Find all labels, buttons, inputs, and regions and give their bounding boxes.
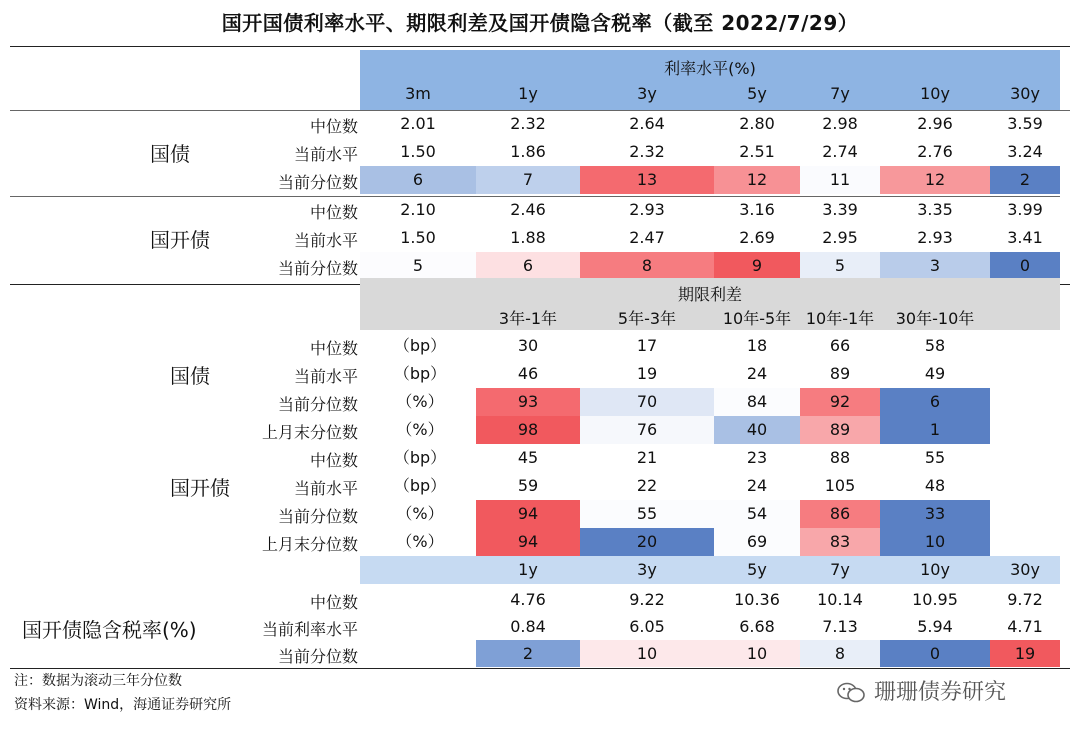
table-cell: 22 — [636, 476, 658, 495]
table-cell: 2.46 — [510, 200, 546, 219]
table-cell: 17 — [636, 336, 658, 355]
table-cell: 2.74 — [822, 142, 858, 161]
col-header-tax: 7y — [830, 560, 850, 579]
watermark — [836, 675, 1006, 706]
row-label: 中位数 — [309, 203, 358, 222]
row-label: 中位数 — [309, 593, 358, 612]
row-label: 中位数 — [309, 339, 358, 358]
wechat-icon — [836, 681, 866, 705]
row-label: 中位数 — [309, 451, 358, 470]
table-cell: 2.96 — [917, 114, 953, 133]
row-label: 当前水平 — [293, 479, 358, 498]
table-cell: 2 — [476, 640, 580, 667]
table-cell: 94 — [476, 500, 580, 528]
table-cell: 5 — [360, 252, 476, 280]
table-cell: 54 — [714, 500, 800, 528]
table-cell: 49 — [924, 364, 946, 383]
col-header-7y: 7y — [830, 84, 850, 103]
row-label: 当前分位数 — [277, 647, 358, 666]
unit-label: （bp） — [393, 476, 447, 495]
row-label: 当前水平 — [293, 145, 358, 164]
table-cell: 2.10 — [400, 200, 436, 219]
table-cell: 6.05 — [629, 617, 665, 636]
table-cell: 3.16 — [739, 200, 775, 219]
table-cell: 2.32 — [510, 114, 546, 133]
table-cell: 8 — [800, 640, 880, 667]
col-header-1y: 1y — [518, 84, 538, 103]
table-cell: 19 — [990, 640, 1060, 667]
table-cell: 24 — [746, 364, 768, 383]
table-cell: 8 — [580, 252, 714, 280]
table-cell: 2.95 — [822, 228, 858, 247]
table-cell: 3.99 — [1007, 200, 1043, 219]
table-cell: 6 — [476, 252, 580, 280]
table-cell: 98 — [476, 416, 580, 444]
table-cell: 55 — [924, 448, 946, 467]
header-spreads: 期限利差 — [677, 285, 742, 304]
table-cell: 12 — [714, 166, 800, 194]
table-cell: 83 — [800, 528, 880, 556]
table-cell: 2.69 — [739, 228, 775, 247]
table-cell: 70 — [580, 388, 714, 416]
unit-label: （%） — [396, 504, 444, 523]
table-cell: 88 — [829, 448, 851, 467]
col-header-30y: 30y — [1010, 84, 1040, 103]
table-cell: 58 — [924, 336, 946, 355]
table-cell: 2.32 — [629, 142, 665, 161]
table-cell: 13 — [580, 166, 714, 194]
table-cell: 30 — [517, 336, 539, 355]
col-header-spread: 30年-10年 — [895, 309, 975, 328]
table-cell: 1.50 — [400, 142, 436, 161]
col-header-5y: 5y — [747, 84, 767, 103]
table-cell: 2.01 — [400, 114, 436, 133]
row-label: 当前分位数 — [277, 507, 358, 526]
table-cell: 23 — [746, 448, 768, 467]
table-cell: 19 — [636, 364, 658, 383]
unit-label: （%） — [396, 392, 444, 411]
col-header-10y: 10y — [920, 84, 950, 103]
table-cell: 2.51 — [739, 142, 775, 161]
table-cell: 2.64 — [629, 114, 665, 133]
table-cell: 9.72 — [1007, 590, 1043, 609]
table-cell: 3.59 — [1007, 114, 1043, 133]
row-label: 当前水平 — [293, 367, 358, 386]
unit-label: （%） — [396, 532, 444, 551]
col-header-tax: 1y — [518, 560, 538, 579]
table-cell: 86 — [800, 500, 880, 528]
note-line: 注：数据为滚动三年分位数 — [14, 673, 182, 689]
table-cell: 93 — [476, 388, 580, 416]
table-cell: 11 — [800, 166, 880, 194]
col-header-tax: 3y — [637, 560, 657, 579]
group-label: 国开债 — [150, 228, 210, 252]
table-cell: 94 — [476, 528, 580, 556]
table-cell: 84 — [714, 388, 800, 416]
table-cell: 2.47 — [629, 228, 665, 247]
unit-label: （%） — [396, 420, 444, 439]
group-label: 国开债 — [170, 476, 230, 500]
table-cell: 2.93 — [917, 228, 953, 247]
page-title: 国开国债利率水平、期限利差及国开债隐含税率（截至 2022/7/29） — [221, 11, 859, 35]
table-cell: 3.24 — [1007, 142, 1043, 161]
table-cell: 2.98 — [822, 114, 858, 133]
table-cell: 10.14 — [817, 590, 863, 609]
table-cell: 2.76 — [917, 142, 953, 161]
table-cell: 20 — [580, 528, 714, 556]
row-label: 当前分位数 — [277, 259, 358, 278]
col-header-3m: 3m — [405, 84, 431, 103]
col-header-spread: 3年-1年 — [498, 309, 558, 328]
unit-label: （bp） — [393, 336, 447, 355]
table-cell: 10 — [580, 640, 714, 667]
unit-label: （bp） — [393, 448, 447, 467]
table-cell: 9.22 — [629, 590, 665, 609]
table-cell: 2.80 — [739, 114, 775, 133]
col-header-tax: 30y — [1010, 560, 1040, 579]
col-header-tax: 10y — [920, 560, 950, 579]
watermark-text: 珊珊债券研究 — [874, 680, 1007, 705]
rule-bottom — [10, 668, 1070, 669]
table-cell: 0 — [990, 252, 1060, 280]
unit-label: （bp） — [393, 364, 447, 383]
row-label: 当前分位数 — [277, 395, 358, 414]
table-cell: 55 — [580, 500, 714, 528]
table-cell: 18 — [746, 336, 768, 355]
table-cell: 69 — [714, 528, 800, 556]
col-header-spread: 5年-3年 — [617, 309, 677, 328]
table-cell: 10 — [880, 528, 990, 556]
table-cell: 1.50 — [400, 228, 436, 247]
table-cell: 3.41 — [1007, 228, 1043, 247]
header-rates: 利率水平(%) — [664, 59, 756, 78]
table-cell: 10.36 — [734, 590, 780, 609]
col-header-spread: 10年-1年 — [805, 309, 875, 328]
table-cell: 7 — [476, 166, 580, 194]
table-cell: 2.93 — [629, 200, 665, 219]
group-label: 国债 — [150, 142, 190, 166]
table-cell: 76 — [580, 416, 714, 444]
table-cell: 2 — [990, 166, 1060, 194]
table-cell: 24 — [746, 476, 768, 495]
table-cell: 3 — [880, 252, 990, 280]
row-label: 当前利率水平 — [261, 620, 358, 639]
table-cell: 0 — [880, 640, 990, 667]
table-cell: 89 — [829, 364, 851, 383]
table-cell: 6 — [360, 166, 476, 194]
row-label: 当前水平 — [293, 231, 358, 250]
table-cell: 4.76 — [510, 590, 546, 609]
row-label: 上月末分位数 — [261, 535, 358, 554]
table-cell: 21 — [636, 448, 658, 467]
table-cell: 105 — [824, 476, 856, 495]
table-cell: 5 — [800, 252, 880, 280]
table-cell: 45 — [517, 448, 539, 467]
row-label: 中位数 — [309, 117, 358, 136]
table-cell: 9 — [714, 252, 800, 280]
source-line: 资料来源：Wind，海通证券研究所 — [14, 697, 232, 713]
col-header-3y: 3y — [637, 84, 657, 103]
col-header-tax: 5y — [747, 560, 767, 579]
table-cell: 12 — [880, 166, 990, 194]
table-cell: 3.39 — [822, 200, 858, 219]
table-cell: 40 — [714, 416, 800, 444]
row-label: 当前分位数 — [277, 173, 358, 192]
table-cell: 0.84 — [510, 617, 546, 636]
table-cell: 6 — [880, 388, 990, 416]
table-cell: 46 — [517, 364, 539, 383]
group-label: 国开债隐含税率(%) — [22, 618, 197, 642]
group-label: 国债 — [170, 364, 210, 388]
table-cell: 10.95 — [912, 590, 958, 609]
table-cell: 4.71 — [1007, 617, 1043, 636]
row-label: 上月末分位数 — [261, 423, 358, 442]
table-cell: 7.13 — [822, 617, 858, 636]
table-cell: 1.86 — [510, 142, 546, 161]
table-cell: 1 — [880, 416, 990, 444]
table-cell: 66 — [829, 336, 851, 355]
top-rule — [10, 46, 1070, 47]
table-cell: 3.35 — [917, 200, 953, 219]
table-cell: 59 — [517, 476, 539, 495]
table-cell: 89 — [800, 416, 880, 444]
table-cell: 1.88 — [510, 228, 546, 247]
col-header-spread: 10年-5年 — [722, 309, 792, 328]
table-cell: 92 — [800, 388, 880, 416]
table-cell: 6.68 — [739, 617, 775, 636]
table-cell: 33 — [880, 500, 990, 528]
table-cell: 5.94 — [917, 617, 953, 636]
table-cell: 10 — [714, 640, 800, 667]
table-cell: 48 — [924, 476, 946, 495]
